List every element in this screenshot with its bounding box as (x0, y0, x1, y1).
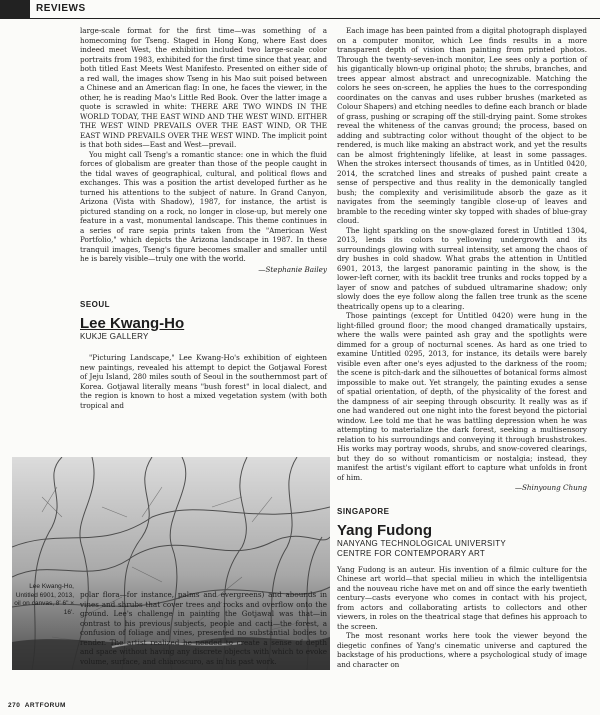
review1-paragraph-1: large-scale format for the first time—was something of a homecoming for Tseng. Staged in Hong Kong, where East does indeed meet West, the exhibition included two large-scale color portraits from 1983, exhibited for the first time since that year, and both titled East Meets West Manifesto. Presented on either side of a red wall, the images show Tseng in his Mao suit poised between a Chinese and an American flag: In one, he faces the viewer, in the other, he is reading Mao's Little Red Book. Over the latter image a quote is scrawled in white: THERE ARE TWO WINDS IN THE WORLD TODAY, THE EAST WIND AND THE WEST WIND. EITHER THE WEST WIND PREVAILS OVER THE EAST WIND, OR THE EAST WIND PREVAILS OVER THE WEST WIND. The implicit point is that both sides—East and West—prevail. (80, 26, 327, 149)
review3-paragraph-1: Yang Fudong is an auteur. His invention of a filmic culture for the Chinese art world—that special milieu in which the intelligentsia and the nouveau riche have met on and off since the early twentieth century—casts everyone who comes in contact with his project, from actors and collaborating artists to collectors and other viewers, in roles on the theatrical stage that defines his approach to the screen. (337, 564, 587, 631)
review3-venue-line-2: CENTRE FOR CONTEMPORARY ART (337, 548, 486, 558)
review2-city: SEOUL (80, 300, 111, 309)
review1-paragraph-2: You might call Tseng's a romantic stance: one in which the fluid forces of globalism are greater than those of the people caught in the tidal waves of geographical, cultural, and political flows and exchanges. This was a position the artist developed further as he turned his attentions to the subject of nature. In Grand Canyon, Arizona (Vista with Shadow), 1987, for instance, the artist is pictured standing on a rock, no longer in close-up, but merely one feature in a vast, monumental landscape. This theme continues in a series of rare sepia prints taken from the "American West Portfolio," which depicts the Arizona landscape in 1987. In these tranquil images, Tseng's figure becomes smaller and smaller until he is barely visible—truly one with the world. (80, 149, 327, 263)
review2-signature: —Shinyoung Chung (514, 483, 587, 492)
review2-paragraph-2: Each image has been painted from a digital photograph displayed on a computer monitor, which Lee finds results in a more transparent depth of vision than painting from printed photos. Through the twenty-seven-inch monitor, Lee sees only a portion of his gigantically blown-up original photo; the shrubs, branches, and trees appear almost abstract and unrecognizable. Matching the colors he sees on-screen, he applies the hues to the corresponding coordinates on the canvas and uses rubber brushes (marketed as Colour Shapers) and etching needles to define each branch or blade of grass, pushing or scraping off the still-drying paint. Some strokes reveal the whiteness of the canvas ground; the process, based on adding and subtracting color without thought of the object to be rendered, is much like making an abstract work, and yet the results can be almost frighteningly lifelike, at least in some passages. When the strokes intersect thousands of times, as in Untitled 0420, 2014, the scratched lines and streaks of pushed paint create a sense of perspective and thus reality in the demonically tangled bush; the complexity and verisimilitude absorb the gaze as it navigates from the seemingly tangible close-up of leaves and bramble to the receding winter sky topped with shades of blue-gray cloud. (337, 26, 587, 225)
review3-city: SINGAPORE (337, 506, 390, 516)
review2-paragraph-4: Those paintings (except for Untitled 0420) were hung in the light-filled ground floor; the mood changed dramatically upstairs, where the walls were painted ash gray and the spotlights were dimmed for a group of nocturnal scenes. As hard as one tried to examine Untitled 0295, 2013, for instance, its details were barely visible even after one's eyes adjusted to the darkness of the room; the scene is pitch-dark and the silhouettes of botanical forms almost impossible to make out. Yet strangely, the painting exudes a sense of spatial orientation, of depth, of the physicality of the forest and the dampness of air seeping through obscurity. It really was as if one had wandered out one night into the forest beyond the pictorial window. Lee told me that he was battling depression when he was attempting to materialize the dark forest, seeking a multisensory relation to his surroundings and conveying it through brushstrokes. His works may portray woods, shrubs, and snow-covered clearings, but they do so without romanticism or nostalgia; instead, they manifest the artist's vigilant effort to capture what unfolds in front of him. (337, 311, 587, 482)
right-column (337, 26, 587, 669)
header-bar (0, 0, 30, 18)
review3-venue-line-1: NANYANG TECHNOLOGICAL UNIVERSITY (337, 538, 507, 548)
left-column-bottom (80, 590, 327, 666)
page-number: 270 (8, 702, 21, 709)
review3-artist: Yang Fudong (337, 521, 432, 539)
review3-paragraph-2: The most resonant works here took the viewer beyond the diegetic confines of Yang's cinematic universe and captured the backstage of his productions, where a psychological study of image and character on (337, 631, 587, 669)
review2-artist: Lee Kwang-Ho (80, 315, 185, 332)
left-column-top (80, 26, 327, 410)
review2-paragraph-1-continued: polar flora—for instance, palms and evergreens) and abounds in vines and shrubs that cover trees and rocks and overflow onto the ground. Lee's challenge in painting the Gotjawal was that—in contrast to his previous subjects, people and cacti—the forest, a confusion of foliage and vines, presented no substantial bodies to render. The artist realized he needed to create a sense of depth and space without having any discrete objects with which to evoke volume, surface, and chiaroscuro, as in his past work. (80, 590, 327, 666)
review2-venue: KUKJE GALLERY (80, 332, 149, 341)
header-rule (0, 18, 600, 19)
review2-paragraph-1: "Picturing Landscape," Lee Kwang-Ho's exhibition of eighteen new paintings, revealed his attempt to depict the Gotjawal Forest of Jeju Island, 280 miles south of Seoul in the southernmost part of Korea. Gotjawal literally means "bush forest" in local dialect, and the region is known to host a mixed vegetation system (with both tropical and (80, 353, 327, 410)
section-title: REVIEWS (36, 3, 86, 14)
review2-paragraph-3: The light sparkling on the snow-glazed forest in Untitled 1304, 2013, lends its colors to yellowing undergrowth and its surroundings glowing with surreal intensity, set among the chaos of dry bushes in cold shadow. What grabs the attention in Untitled 6901, 2013, the largest panoramic painting in the show, is the lower-left corner, with its backlit tree trunks and rocks topped by a layer of snow and patches of subdued ultramarine shadow; only slowly does the eye follow along the fallen tree trunk as the scene theatrically opens up to a clearing. (337, 225, 587, 311)
magazine-name: ARTFORUM (24, 702, 66, 709)
page-footer (8, 702, 66, 709)
review1-signature: —Stephanie Bailey (258, 264, 327, 274)
photo-caption: Lee Kwang-Ho, Untitled 6901, 2013, oil on canvas, 8' 6" × 16'. (14, 583, 74, 616)
